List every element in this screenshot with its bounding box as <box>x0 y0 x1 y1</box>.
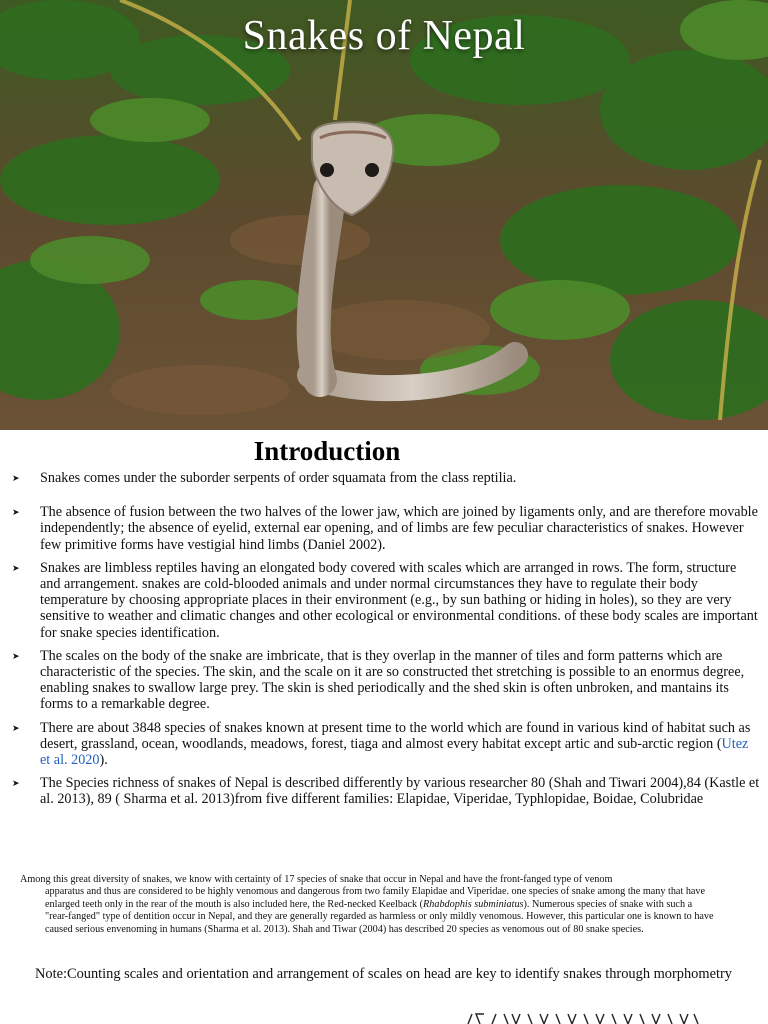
introduction-bullet-list <box>12 470 760 808</box>
paragraph-first-line: Among this great diversity of snakes, we know with certainty of 17 species of snake that occur in Nepal and have the front-fanged type of venom <box>20 874 613 885</box>
bullet-item: ➤ Snakes comes under the suborder serpents of order squamata from the class reptilia. <box>12 470 517 486</box>
paragraph-continuation: apparatus and thus are considered to be highly venomous and dangerous from two family Elapidae and Viperidae. one species of snake among the many that have enlarged teeth only in the rear of the mouth is also included here, the Red-necked Keelback (Rhabdophis subminiatus). Numerous species of snake with such a "rear-fanged" type of dentition occur in Nepal, and they are generally regarded as harmless or only mildly venomous. However, this particular one is known to have caused serious envenoming in humans (Sharma et al. 2013). Shah and Tiwar (2004) has described 20 species as venomous out of 80 snake species. <box>45 886 714 935</box>
cobra-forest-illustration <box>0 0 768 430</box>
bullet-arrow-icon: ➤ <box>12 778 20 789</box>
hero-photo <box>0 0 768 430</box>
section-heading-introduction: Introduction <box>253 436 401 466</box>
citation-link[interactable]: Utez et al. 2020 <box>40 735 749 769</box>
bullet-item: ➤ The scales on the body of the snake are imbricate, that is they overlap in the manner of tiles and form patterns which are characteristic of the species. The skin, and the scale on it are so constructed thet stretching is possible to an enormus degree, enabling snakes to swallow large prey. The skin is shed periodically and the shed skin is often unbroken, and mantains its forms to a remarkable degree. <box>12 647 745 713</box>
note-text: Note:Counting scales and orientation and arrangement of scales on head are key to identify snakes through morphometry <box>35 966 732 982</box>
page-title: Snakes of Nepal <box>242 13 526 59</box>
bullet-item: ➤ Snakes are limbless reptiles having an elongated body covered with scales which are arranged in rows. The form, structure and arrangement. snakes are cold-blooded animals and under normal circumstances they have to regulate their body temperature by choosing appropriate places in their environment (e.g., by sun bathing or hiding in holes), so they are very sensitive to weather and climatic changes and other ecological or environmental conditions. of these body scales are important for snake species identification. <box>12 559 758 641</box>
scale-pattern-decoration <box>440 1010 768 1024</box>
species-name-italic: Rhabdophis subminiatus <box>423 898 524 910</box>
bullet-arrow-icon: ➤ <box>12 473 20 483</box>
bullet-item: ➤ There are about 3848 species of snakes known at present time to the world which are found in various kind of habitat such as desert, grassland, ocean, woodlands, meadows, forest, tiaga and almost every habitat except artic and sub-arctic region (Utez et al. 2020). <box>12 719 751 769</box>
venomous-species-paragraph <box>20 874 714 936</box>
bullet-arrow-icon: ➤ <box>12 507 20 518</box>
bullet-arrow-icon: ➤ <box>12 650 20 661</box>
bullet-arrow-icon: ➤ <box>12 562 20 573</box>
bullet-item: ➤ The absence of fusion between the two halves of the lower jaw, which are joined by ligaments only, and are therefore movable independently; the absence of eyelid, external ear opening, and of limbs are few peculiar characteristics of snakes. However few primitive forms have vestigial hind limbs (Daniel 2002). <box>12 504 758 553</box>
bullet-arrow-icon: ➤ <box>12 722 20 733</box>
bullet-item: ➤ The Species richness of snakes of Nepal is described differently by various researcher 80 (Shah and Tiwari 2004),84 (Kastle et al. 2013), 89 ( Sharma et al. 2013)from five different families: Elapidae, Viperidae, Typhlopidae, Boidae, Colubridae <box>12 775 760 808</box>
